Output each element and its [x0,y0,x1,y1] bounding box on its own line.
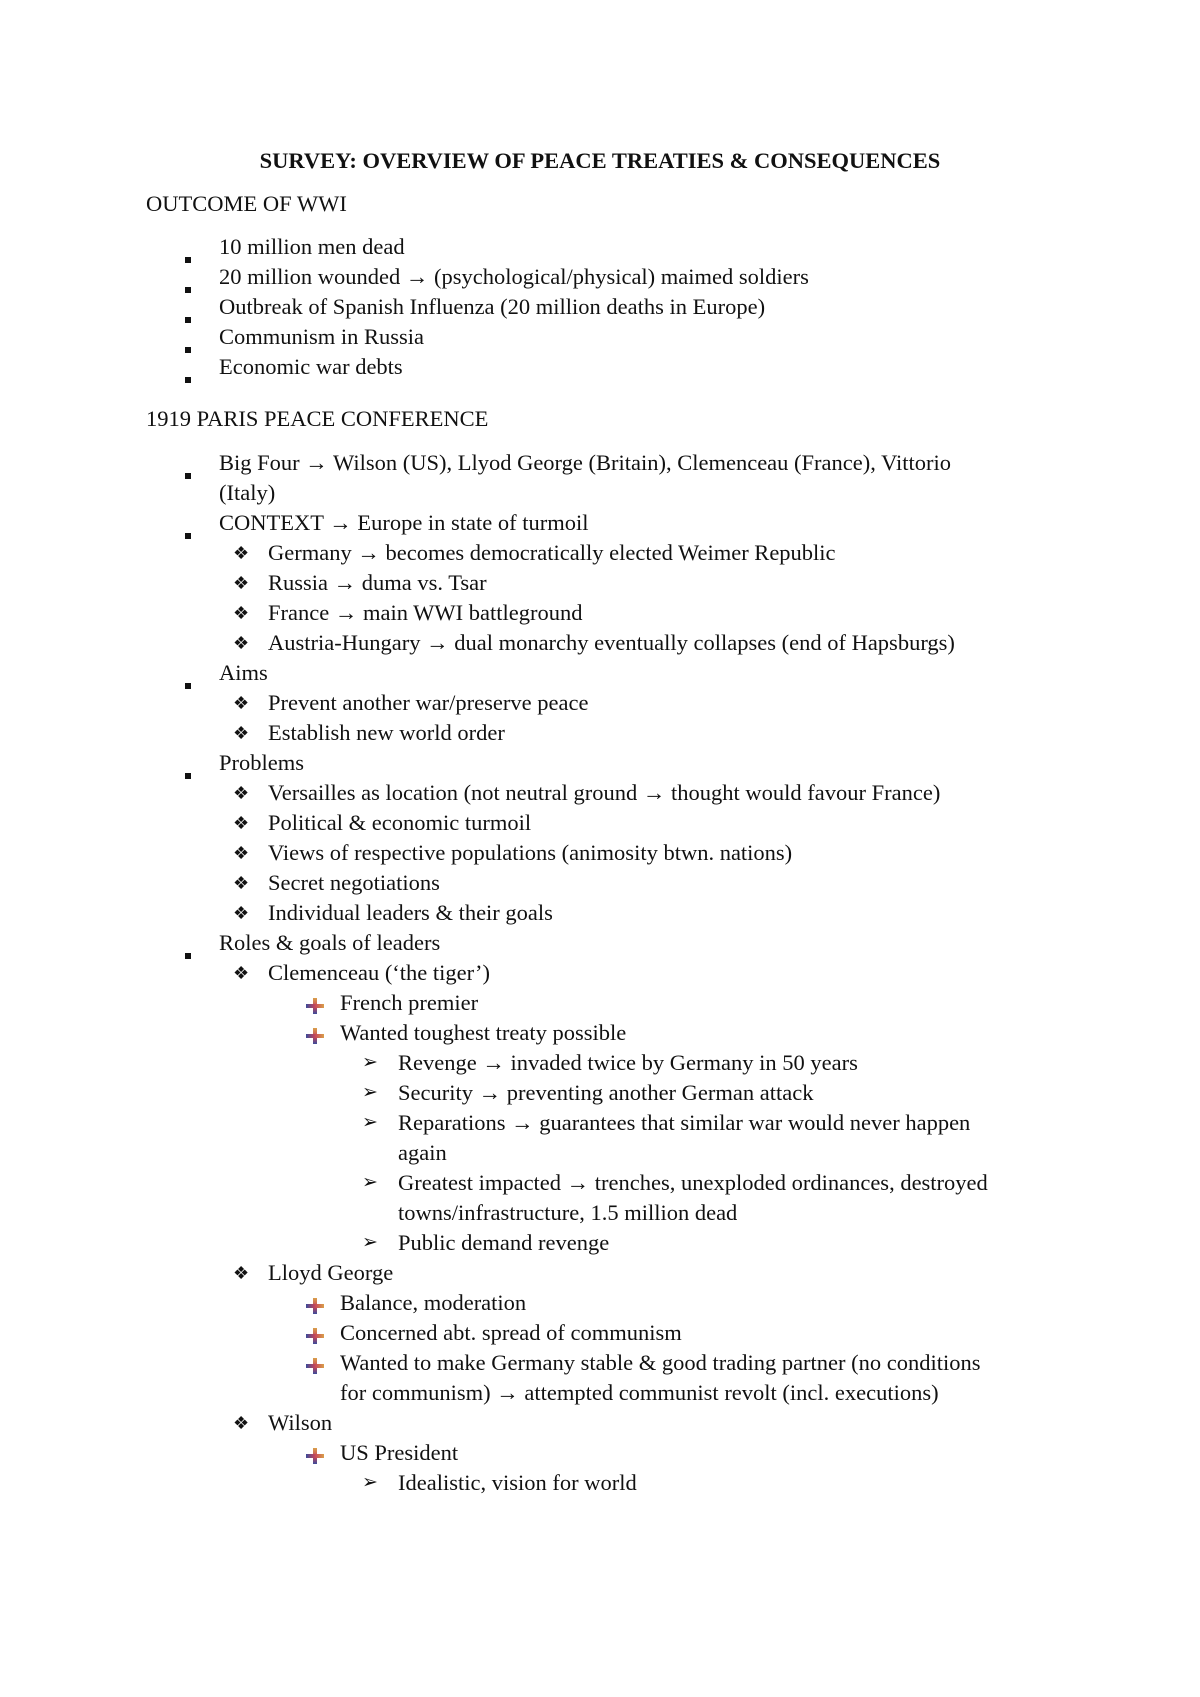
diamond-bullet-icon: ❖ [233,813,250,833]
page-title: SURVEY: OVERVIEW OF PEACE TREATIES & CONSEQUENCES [259,148,941,173]
list-item: Concerned abt. spread of communism [340,1320,682,1345]
list-item: Clemenceau (‘the tiger’) [268,960,490,985]
arrow-bullet-icon: ➢ [362,1232,378,1253]
list-item: Balance, moderation [340,1290,527,1315]
section-heading-outcome: OUTCOME OF WWI [146,191,347,216]
plus-bullet-icon [306,1324,324,1354]
list-item: Political & economic turmoil [268,810,532,835]
list-item: Revenge → invaded twice by Germany in 50 years [398,1050,858,1075]
list-item: Security → preventing another German attack [398,1080,814,1105]
plus-bullet-icon [306,1024,324,1054]
list-item: Wanted toughest treaty possible [340,1020,627,1045]
arrow-bullet-icon: ➢ [362,1172,378,1193]
list-item: Economic war debts [219,354,403,379]
list-item: Public demand revenge [398,1230,610,1255]
diamond-bullet-icon: ❖ [233,723,250,743]
diamond-bullet-icon: ❖ [233,843,250,863]
diamond-bullet-icon: ❖ [233,783,250,803]
list-item: Greatest impacted → trenches, unexploded ordinances, destroyed [398,1170,988,1195]
section-heading-conference: 1919 PARIS PEACE CONFERENCE [146,406,489,431]
list-item: Communism in Russia [219,324,425,349]
square-bullet-icon [185,667,191,697]
list-item: French premier [340,990,479,1015]
diamond-bullet-icon: ❖ [233,693,250,713]
list-item: CONTEXT → Europe in state of turmoil [219,510,589,535]
arrow-bullet-icon: ➢ [362,1052,378,1073]
list-item: Aims [219,660,268,685]
list-item: Views of respective populations (animosity btwn. nations) [268,840,793,865]
list-item-continuation: again [398,1140,447,1165]
diamond-bullet-icon: ❖ [233,903,250,923]
list-item: Wilson [268,1410,333,1435]
list-item: Versailles as location (not neutral ground → thought would favour France) [268,780,941,805]
list-item: 10 million men dead [219,234,405,259]
list-item: Secret negotiations [268,870,440,895]
diamond-bullet-icon: ❖ [233,603,250,623]
list-item: Problems [219,750,305,775]
square-bullet-icon [185,517,191,547]
plus-bullet-icon [306,1294,324,1324]
list-item: Roles & goals of leaders [219,930,441,955]
square-bullet-icon [185,241,191,271]
square-bullet-icon [185,271,191,301]
list-item: Individual leaders & their goals [268,900,553,925]
arrow-bullet-icon: ➢ [362,1112,378,1133]
diamond-bullet-icon: ❖ [233,1263,250,1283]
arrow-bullet-icon: ➢ [362,1082,378,1103]
plus-bullet-icon [306,994,324,1024]
diamond-bullet-icon: ❖ [233,1413,250,1433]
plus-bullet-icon [306,1444,324,1474]
list-item: Austria-Hungary → dual monarchy eventually collapses (end of Hapsburgs) [268,630,955,655]
list-item: Prevent another war/preserve peace [268,690,589,715]
list-item: Russia → duma vs. Tsar [268,570,487,595]
square-bullet-icon [185,361,191,391]
list-item-continuation: (Italy) [219,480,276,505]
square-bullet-icon [185,457,191,487]
list-item: 20 million wounded → (psychological/physical) maimed soldiers [219,264,809,289]
list-item: Wanted to make Germany stable & good trading partner (no conditions [340,1350,981,1375]
square-bullet-icon [185,301,191,331]
list-item: Reparations → guarantees that similar war would never happen [398,1110,971,1135]
list-item: France → main WWI battleground [268,600,583,625]
list-item: Lloyd George [268,1260,394,1285]
list-item: US President [340,1440,459,1465]
square-bullet-icon [185,937,191,967]
square-bullet-icon [185,757,191,787]
plus-bullet-icon [306,1354,324,1384]
list-item-continuation: towns/infrastructure, 1.5 million dead [398,1200,738,1225]
diamond-bullet-icon: ❖ [233,873,250,893]
arrow-bullet-icon: ➢ [362,1472,378,1493]
list-item: Establish new world order [268,720,505,745]
square-bullet-icon [185,331,191,361]
list-item: Germany → becomes democratically elected Weimer Republic [268,540,836,565]
diamond-bullet-icon: ❖ [233,543,250,563]
list-item: Idealistic, vision for world [398,1470,637,1495]
diamond-bullet-icon: ❖ [233,963,250,983]
list-item: Outbreak of Spanish Influenza (20 million deaths in Europe) [219,294,766,319]
diamond-bullet-icon: ❖ [233,633,250,653]
list-item-continuation: for communism) → attempted communist revolt (incl. executions) [340,1380,939,1405]
list-item: Big Four → Wilson (US), Llyod George (Britain), Clemenceau (France), Vittorio [219,450,951,475]
diamond-bullet-icon: ❖ [233,573,250,593]
